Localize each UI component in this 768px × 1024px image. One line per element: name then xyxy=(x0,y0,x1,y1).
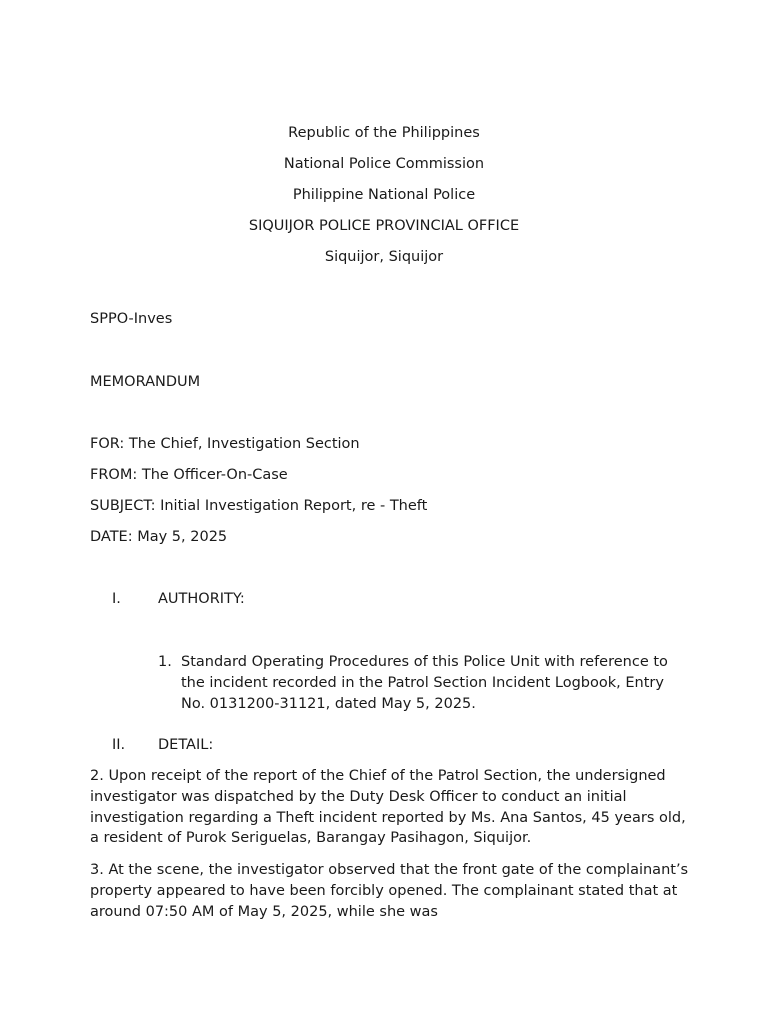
memo-title: MEMORANDUM xyxy=(90,374,201,390)
memo-from: FROM: The Officer-On-Case xyxy=(90,467,288,483)
paragraph-2: 2. Upon receipt of the report of the Chief of the Patrol Section, the undersigned investigator was dispatched by the Duty Desk Officer to conduct an initial investigation regarding a Theft incident reported by Ms. Ana Santos, 45 years old, a resident of Purok Seriguelas, Barangay Pasihagon, Siquijor. xyxy=(90,768,686,847)
section-1-title: AUTHORITY: xyxy=(158,591,245,607)
memo-for: FOR: The Chief, Investigation Section xyxy=(90,436,360,452)
section-2-number: II. xyxy=(112,737,126,753)
header-pnp: Philippine National Police xyxy=(292,187,476,203)
memo-subject: SUBJECT: Initial Investigation Report, re - Theft xyxy=(90,498,428,514)
item-1-number: 1. xyxy=(158,654,172,670)
office-code: SPPO-Inves xyxy=(90,311,173,327)
paragraph-3: 3. At the scene, the investigator observed that the front gate of the complainant’s property appeared to have been forcibly opened. The complainant stated that at around 07:50 AM of May 5, 2025, while she was xyxy=(90,862,689,920)
header-republic: Republic of the Philippines xyxy=(288,125,480,141)
header-office: SIQUIJOR POLICE PROVINCIAL OFFICE xyxy=(248,218,520,234)
section-1-number: I. xyxy=(112,591,121,607)
header-location: Siquijor, Siquijor xyxy=(324,249,444,265)
item-1-text: Standard Operating Procedures of this Police Unit with reference to the incident recorded in the Patrol Section Incident Logbook, Entry No. 0131200-31121, dated May 5, 2025. xyxy=(181,654,668,712)
header-napolcom: National Police Commission xyxy=(283,156,485,172)
section-2-title: DETAIL: xyxy=(158,737,214,753)
memo-date: DATE: May 5, 2025 xyxy=(90,529,228,545)
